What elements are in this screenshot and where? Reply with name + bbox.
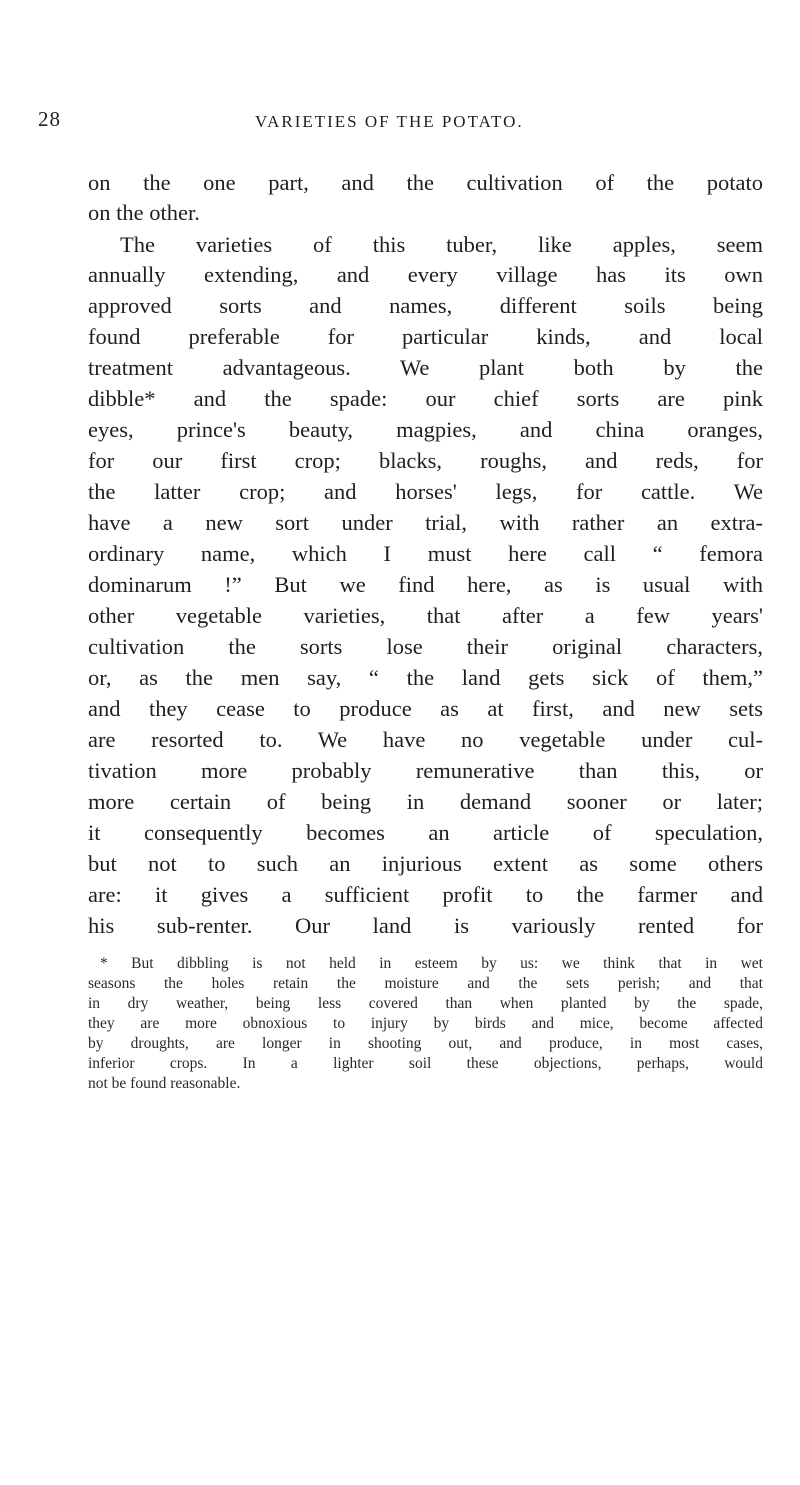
body-line: found preferable for particular kinds, and local <box>88 324 763 349</box>
body-line: are resorted to. We have no vegetable under cul- <box>88 727 763 752</box>
body-line: The varieties of this tuber, like apples, seem <box>120 232 763 257</box>
body-line: other vegetable varieties, that after a few years' <box>88 603 763 628</box>
footnote-line: in dry weather, being less covered than when planted by the spade, <box>88 995 763 1012</box>
body-line: and they cease to produce as at first, and new sets <box>88 696 763 721</box>
body-line: more certain of being in demand sooner or later; <box>88 789 763 814</box>
body-line: cultivation the sorts lose their original characters, <box>88 634 763 659</box>
body-line: eyes, prince's beauty, magpies, and china oranges, <box>88 417 763 442</box>
body-line: have a new sort under trial, with rather an extra- <box>88 510 763 535</box>
body-line: are: it gives a sufficient profit to the farmer and <box>88 882 763 907</box>
body-line: tivation more probably remunerative than this, or <box>88 758 763 783</box>
body-line: ordinary name, which I must here call “ femora <box>88 541 763 566</box>
body-line: dominarum !” But we find here, as is usual with <box>88 572 763 597</box>
body-line: on the one part, and the cultivation of the potato <box>88 170 763 195</box>
body-line: dibble* and the spade: our chief sorts are pink <box>88 386 763 411</box>
footnote-line: they are more obnoxious to injury by birds and mice, become affected <box>88 1015 763 1032</box>
body-line: annually extending, and every village has its own <box>88 262 763 287</box>
running-title: VARIETIES OF THE POTATO. <box>255 112 524 131</box>
body-line: for our first crop; blacks, roughs, and reds, for <box>88 448 763 473</box>
body-line: but not to such an injurious extent as some others <box>88 851 763 876</box>
footnote-line: * But dibbling is not held in esteem by us: we think that in wet <box>100 955 763 972</box>
footnote-line: seasons the holes retain the moisture and the sets perish; and that <box>88 975 763 992</box>
body-line: it consequently becomes an article of speculation, <box>88 820 763 845</box>
footnote-line: inferior crops. In a lighter soil these objections, perhaps, would <box>88 1055 763 1072</box>
body-line: treatment advantageous. We plant both by the <box>88 355 763 380</box>
footnote-line: by droughts, are longer in shooting out, and produce, in most cases, <box>88 1035 763 1052</box>
body-line: or, as the men say, “ the land gets sick of them,” <box>88 665 763 690</box>
body-line: approved sorts and names, different soils being <box>88 293 763 318</box>
body-line: the latter crop; and horses' legs, for cattle. We <box>88 479 763 504</box>
body-line: his sub-renter. Our land is variously rented for <box>88 913 763 938</box>
footnote-line: not be found reasonable. <box>88 1075 241 1092</box>
body-line: on the other. <box>88 200 200 225</box>
page-number: 28 <box>38 107 61 131</box>
